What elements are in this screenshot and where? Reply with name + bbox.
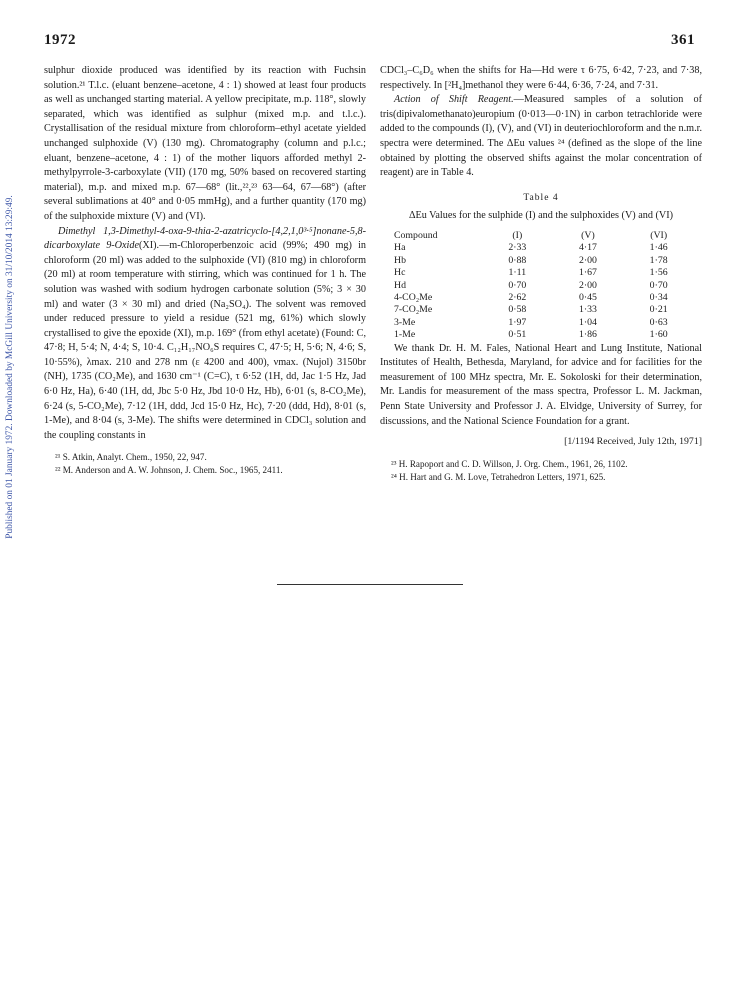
table-row (394, 317, 694, 329)
table-cell: Hd (394, 279, 406, 291)
table-cell: 0·70 (649, 279, 668, 291)
received-date: [1/1194 Received, July 12th, 1971] (564, 436, 702, 448)
table-label: Table 4 (523, 191, 559, 203)
table-cell: Hb (394, 254, 406, 266)
left-paragraph-2-body: (XI).—m-Chloroperbenzoic acid (99%; 490 mg) in chloroform (20 ml) was added to the sulphoxide (VI) (810 mg) in chloroform (20 ml) at room temperature with stirring, which was continued for 1 h. The solution was washed with sodium hydrogen carbonate solution (5%; 3 × 30 ml) and water (3 × 30 ml) and dried (Na₂SO₄). The solvent was removed under reduced pressure to yield a residue (521 mg, 61%) which slowly crystallised to give the epoxide (XI), m.p. 169° (from ethyl acetate) (Found: C, 47·8; H, 5·4; N, 4·4; S, 10·4. C₁₂H₁₇NO₆S requires C, 47·5; H, 5·6; N, 4·6; S, 10·55%), λmax. 210 and 278 nm (ε 4200 and 400), νmax. (Nujol) 3150br (NH), 1735 (CO₂Me), and 1630 cm⁻¹ (C=C), τ 6·52 (1H, dd, Jac 1·5 Hz, Jad 6·0 Hz, Ha), 6·40 (1H, dd, Jbc 5·0 Hz, Jbd 10·0 Hz, Hb), 6·01 (s, 8-CO₂Me), 6·24 (s, 5-CO₂Me), 7·12 (1H, ddd, Jcd 15·0 Hz, Hc), 7·20 (ddd, Hd), 8·01 (s, 1-Me), and 8·04 (s, 3-Me). The shifts were determined in CDCl₃ solution and the coupling constants in (44, 240, 366, 441)
table-row (394, 255, 694, 267)
table-cell: 2·33 (508, 242, 527, 254)
table-cell: 1·67 (579, 267, 597, 279)
page-number: 361 (671, 32, 695, 48)
download-watermark-text: Published on 01 January 1972. Downloaded by McGill University on 31/10/2014 13:29:49. (5, 195, 15, 539)
table-cell: 3-Me (394, 316, 416, 328)
table-row (394, 280, 694, 292)
table-row (394, 242, 694, 254)
right-paragraph-1: CDCl₃–C₆D₆ when the shifts for Ha—Hd were τ 6·75, 6·42, 7·23, and 7·38, respectively. In [²H₄]methanol they were 6·44, 6·36, 7·24, and 7·31. (380, 65, 702, 91)
left-column (44, 64, 366, 477)
table-cell: Hc (394, 267, 406, 279)
table-cell: 0·88 (508, 254, 527, 266)
footnote-23: ²³ H. Rapoport and C. D. Willson, J. Org. Chem., 1961, 26, 1102. (391, 458, 628, 469)
page-year: 1972 (44, 32, 76, 48)
table-cell: 1·46 (649, 242, 668, 254)
left-footnotes (44, 451, 366, 477)
shift-reagent-heading: Action of Shift Reagent. (394, 94, 514, 106)
shift-table-body (394, 230, 694, 342)
shift-table (394, 230, 694, 342)
table-cell: 0·70 (508, 279, 527, 291)
footnote-21: ²¹ S. Atkin, Analyt. Chem., 1950, 22, 947. (55, 452, 207, 463)
table-cell: 1-Me (394, 329, 416, 341)
footnote-22: ²² M. Anderson and A. W. Johnson, J. Chem. Soc., 1965, 2411. (55, 465, 283, 476)
table-cell: 1·56 (649, 267, 668, 279)
table-header-cell: (VI) (650, 229, 668, 241)
table-header-cell: (I) (512, 229, 523, 241)
right-paragraph-2-body: —Measured samples of a solution of tris(dipivalomethanato)europium (0·013—0·1N) in carbon tetrachloride were added to the compounds (I), (V), and (VI) in deuteriochloroform and the n.m.r. spectra were determined. The ΔEu values ²⁴ (defined as the slope of the line obtained by plotting the observed shifts against the molar concentration of reagent) are in Table 4. (380, 94, 702, 179)
table-row (394, 329, 694, 341)
table-cell: 0·34 (649, 291, 668, 303)
table-row (394, 304, 694, 316)
table-header-cell: Compound (394, 229, 438, 241)
footnote-24: ²⁴ H. Hart and G. M. Love, Tetrahedron Letters, 1971, 625. (391, 471, 606, 482)
table-cell: 1·04 (579, 316, 597, 328)
table-cell: 0·21 (649, 304, 668, 316)
table-cell: 2·00 (579, 254, 597, 266)
table-cell: 1·11 (508, 267, 527, 279)
table-cell: 1·86 (579, 329, 597, 341)
table-cell: 0·63 (649, 316, 668, 328)
table-header-row (394, 230, 694, 242)
table-cell: 0·51 (508, 329, 527, 341)
table-cell: 2·00 (579, 279, 597, 291)
table-cell: 4-CO₂Me (394, 291, 433, 303)
table-row (394, 292, 694, 304)
end-rule (277, 584, 463, 585)
right-column (380, 64, 702, 483)
table-cell: 7-CO₂Me (394, 304, 433, 316)
download-watermark (2, 150, 16, 590)
table-cell: 1·78 (649, 254, 668, 266)
left-paragraph-1: sulphur dioxide produced was identified by its reaction with Fuchsin solution.²¹ T.l.c. (eluant benzene–acetone, 4 : 1) showed at least four products as well as unchanged starting material. A yellow precipitate, m.p. 118°, slowly separated, which was identified as sulphur (mixed m.p. and t.l.c.). Crystallisation of the residual mixture from chloroform–ethyl acetate yielded unchanged sulphoxide (V) (130 mg). Chromatography (column and p.l.c.; eluant, benzene–acetone, 4 : 1) of the mother liquors afforded methyl 2-methylpyrrole-3-carboxylate (VII) (170 mg, 50% based on recovered starting material), m.p. and mixed m.p. 67—68° (lit.,²²,²³ 63—64, 67—68°) (after several sublimations at 40° and 0·05 mmHg), and a further quantity (170 mg) of the sulphoxide mixture (V) and (VI). (44, 65, 366, 222)
table-cell: 1·97 (508, 316, 527, 328)
table-cell: 1·33 (579, 304, 597, 316)
table-cell: 0·58 (508, 304, 527, 316)
right-footnotes (380, 458, 702, 484)
table-caption: ΔEu Values for the sulphide (I) and the sulphoxides (V) and (VI) (408, 210, 674, 222)
table-cell: 4·17 (579, 242, 597, 254)
table-cell: 0·45 (579, 291, 597, 303)
left-paragraph-2 (44, 225, 366, 444)
table-cell: Ha (394, 242, 406, 254)
acknowledgements: We thank Dr. H. M. Fales, National Heart and Lung Institute, National Institutes of Health, Bethesda, Maryland, for advice and for facilities for the measurement of 100 MHz spectra, Mr. E. Sokoloski for their determination, Mr. Landis for measurement of the mass spectra, Professor L. M. Jackman, Penn State University and Professor J. A. Elvidge, University of Surrey, for discussions, and the National Science Foundation for a grant. (380, 342, 702, 427)
compound-heading: Dimethyl 1,3-Dimethyl-4-oxa-9-thia-2-azatricyclo-[4,2,1,0³·⁵]nonane-5,8-dicarboxylate 9-Oxide (44, 225, 366, 252)
table-row (394, 267, 694, 279)
table-cell: 1·60 (649, 329, 668, 341)
table-cell: 2·62 (508, 291, 527, 303)
table-header-cell: (V) (581, 229, 595, 241)
right-paragraph-2 (380, 93, 702, 181)
